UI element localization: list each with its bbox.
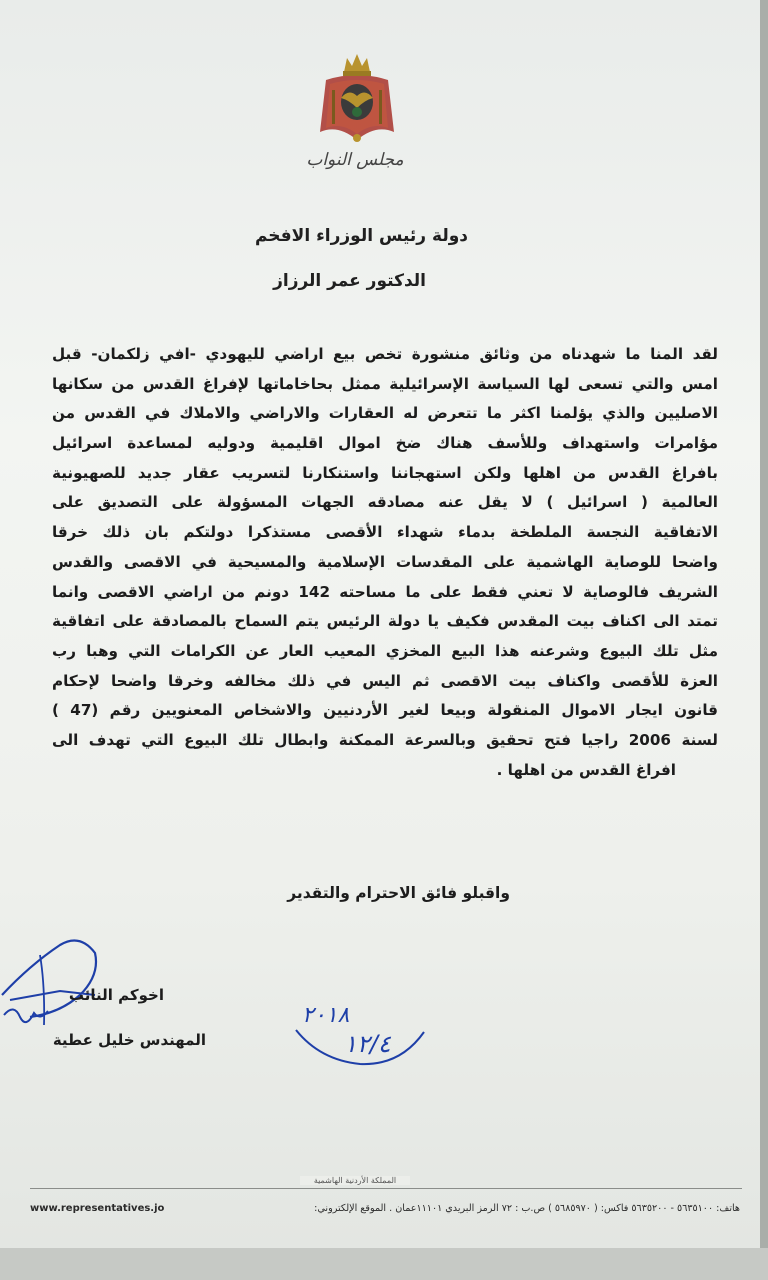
signatory-name: المهندس خليل عطية <box>52 1031 206 1049</box>
handwritten-day-month: ١٢/٤ <box>344 1030 391 1058</box>
body-line: امس والتي تسعى لها السياسة الإسرائيلية ممثل بحاخاماتها لإفراغ القدس من سكانها <box>52 374 718 393</box>
handwritten-year: ٢٠١٨ <box>302 1003 350 1028</box>
body-line: واضحا للوصاية الهاشمية على المقدسات الإسلامية والمسيحية في الاقصى والقدس <box>52 552 718 571</box>
footer-website-link[interactable]: www.representatives.jo <box>30 1203 165 1214</box>
footer-divider <box>30 1188 742 1189</box>
body-line: الاتفاقية النجسة الملطخة بدماء شهداء الأقصى مستذكرا دولتكم بان ذلك خرقا <box>52 523 718 542</box>
paper-right-edge <box>760 0 768 1280</box>
paper-bottom-edge <box>0 1248 768 1280</box>
letter-body <box>52 340 718 785</box>
closing-salutation: واقبلو فائق الاحترام والتقدير <box>287 884 510 902</box>
body-line: الاصليين والذي يؤلمنا اكثر ما تتعرض له العقارات والاراضي والاملاك في القدس من <box>52 404 718 423</box>
body-line: مؤامرات واستهداف وللأسف هناك ضخ اموال اقليمية ودوليه لمساعدة اسرائيل <box>52 434 718 453</box>
body-line: مثل تلك البيوع وشرعنه هذا البيع المخزي المعيب العار عن الكرامات التي وهبا رب <box>52 641 718 660</box>
body-line: افراغ القدس من اهلها . <box>496 760 676 779</box>
addressee-title: دولة رئيس الوزراء الافخم <box>254 226 468 246</box>
royal-crest-icon <box>316 50 398 146</box>
handwritten-date <box>290 990 430 1070</box>
body-line: تمتد الى اكناف بيت المقدس فكيف يا دولة الرئيس يتم السماح بالمصادقة على اتفاقية <box>52 612 718 631</box>
body-line: قانون ايجار الاموال المنقولة وبيعا لغير الأردنيين والاشخاص المعنويين رقم (47 ) <box>52 701 718 720</box>
handwritten-signature-icon <box>0 925 160 1045</box>
footer-contact-info: هاتف: ٥٦٣٥١٠٠ - ٥٦٣٥٢٠٠ فاكس: ( ٥٦٨٥٩٧٠ ) ص.ب : ٧٢ الرمز البريدي ١١١٠١عمان . الموقع الإلكتروني: <box>314 1203 740 1214</box>
addressee-name: الدكتور عمر الرزاز <box>273 271 426 291</box>
parliament-logo-text: مجلس النواب <box>306 150 404 170</box>
body-line: لسنة 2006 راجيا فتح تحقيق وبالسرعة الممكنة وابطال تلك البيوع التي تهدف الى <box>52 730 718 749</box>
body-line: العالمية ( اسرائيل ) لا يقل عنه مصادقه الجهات المسؤولة على التصديق على <box>52 493 718 512</box>
body-line: العزة للأقصى واكناف بيت الاقصى ثم اليس في ذلك مخالفه وخرقا واضحا لإحكام <box>52 671 718 690</box>
body-line: لقد المنا ما شهدناه من وثائق منشورة تخص بيع اراضي لليهودي -افي زلكمان- قبل <box>52 345 718 363</box>
footer-kingdom-label: المملكة الأردنية الهاشمية <box>300 1176 410 1185</box>
body-line: بافراغ القدس من اهلها ولكن استهجاننا واستنكارنا لتسريب عقار جديد للصهيونية <box>52 463 718 482</box>
signatory-title: اخوكم النائب <box>68 986 164 1004</box>
body-line: الشريف فالوصاية لا تعني فقط على ما مساحته 142 دونم من اراضي الاقصى وانما <box>52 582 718 601</box>
